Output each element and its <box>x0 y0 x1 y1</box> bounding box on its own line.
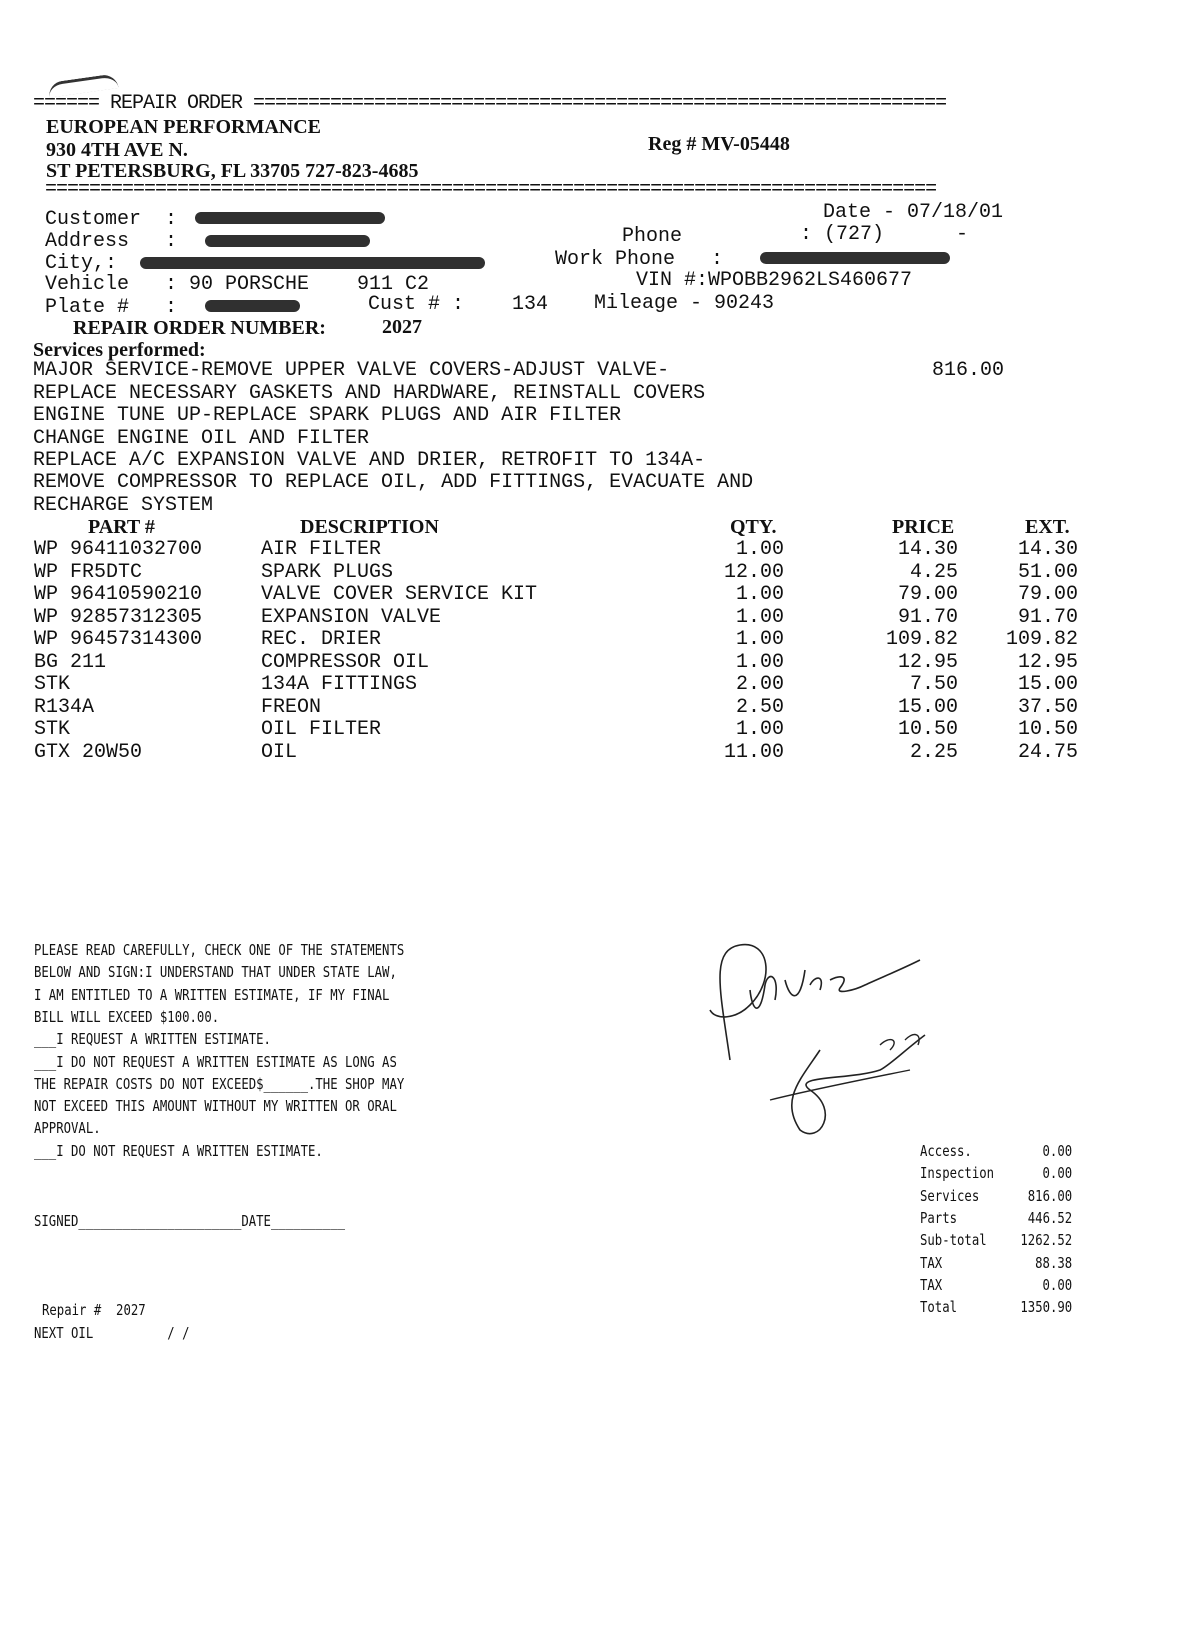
address-label: Address : <box>45 230 178 253</box>
cell-ext: 24.75 <box>1017 740 1078 764</box>
cell-part-number: STK <box>34 673 71 696</box>
service-line: CHANGE ENGINE OIL AND FILTER <box>33 427 370 450</box>
cell-part-number: WP 96457314300 <box>34 628 203 651</box>
cell-price: 4.25 <box>909 560 958 584</box>
cell-price: 2.25 <box>909 740 958 764</box>
table-row <box>34 718 1134 741</box>
signature-line: SIGNED______________________DATE__________ <box>34 1212 346 1230</box>
table-row <box>34 583 1134 606</box>
cell-ext: 12.95 <box>1017 650 1078 674</box>
cell-price: 109.82 <box>885 628 958 651</box>
total-label: Inspection <box>920 1164 995 1183</box>
disclaimer-line: APPROVAL. <box>34 1119 101 1138</box>
cell-part-number: WP 96410590210 <box>34 583 203 606</box>
redacted-plate <box>205 300 300 312</box>
redacted-address <box>205 235 370 247</box>
cell-description: OIL FILTER <box>261 718 382 741</box>
disclaimer-line: PLEASE READ CAREFULLY, CHECK ONE OF THE STATEMENTS <box>34 941 405 959</box>
total-value: 1262.52 <box>1020 1231 1072 1250</box>
cell-part-number: WP 96411032700 <box>34 538 203 561</box>
cell-qty: 1.00 <box>735 605 784 629</box>
cell-qty: 1.00 <box>735 628 784 651</box>
cell-qty: 12.00 <box>723 560 784 584</box>
disclaimer-line: BELOW AND SIGN:I UNDERSTAND THAT UNDER STATE LAW, <box>34 963 397 982</box>
cell-ext: 51.00 <box>1017 560 1078 584</box>
shop-address: 930 4TH AVE N. <box>46 139 188 161</box>
col-header-qty: QTY. <box>730 516 777 538</box>
total-value: 1350.90 <box>1020 1298 1072 1317</box>
cell-part-number: R134A <box>34 695 95 719</box>
table-row <box>34 628 1134 651</box>
header-divider: ================================================================================= <box>45 178 937 201</box>
cell-ext: 15.00 <box>1017 673 1078 696</box>
total-label: Parts <box>920 1208 958 1227</box>
cell-description: FREON <box>261 695 322 719</box>
cell-part-number: WP 92857312305 <box>34 605 203 629</box>
plate-label: Plate # : <box>45 296 178 319</box>
phone-label: Phone <box>622 225 683 248</box>
cell-price: 7.50 <box>909 673 958 696</box>
cell-price: 15.00 <box>897 695 958 719</box>
cell-price: 14.30 <box>897 538 958 561</box>
handwritten-signature <box>690 930 950 1150</box>
shop-city: ST PETERSBURG, FL 33705 727-823-4685 <box>46 160 419 182</box>
total-label: TAX <box>920 1275 943 1294</box>
service-line: REMOVE COMPRESSOR TO REPLACE OIL, ADD FITTINGS, EVACUATE AND <box>33 471 754 494</box>
cell-ext: 109.82 <box>1005 628 1078 651</box>
cell-price: 79.00 <box>897 583 958 606</box>
cell-description: REC. DRIER <box>261 628 382 651</box>
total-label: Sub-total <box>920 1231 987 1250</box>
cell-ext: 91.70 <box>1017 605 1078 629</box>
mileage: Mileage - 90243 <box>594 292 775 315</box>
total-label: Total <box>920 1298 958 1317</box>
next-oil: NEXT OIL / / <box>34 1324 190 1342</box>
cell-description: 134A FITTINGS <box>261 673 418 696</box>
cell-description: EXPANSION VALVE <box>261 605 442 629</box>
total-value: 0.00 <box>1042 1164 1072 1183</box>
reg-number: Reg # MV-05448 <box>648 133 790 155</box>
cell-price: 12.95 <box>897 650 958 674</box>
repair-number-footer: Repair # 2027 <box>42 1301 146 1319</box>
total-value: 88.38 <box>1034 1253 1072 1272</box>
cell-description: VALVE COVER SERVICE KIT <box>261 583 538 606</box>
redacted-city <box>140 257 485 269</box>
table-row <box>34 741 1134 764</box>
col-header-price: PRICE <box>892 516 955 538</box>
date: Date - 07/18/01 <box>823 201 1004 224</box>
cell-ext: 14.30 <box>1017 538 1078 561</box>
cell-description: COMPRESSOR OIL <box>261 650 430 674</box>
services-heading: Services performed: <box>33 339 206 361</box>
table-row <box>34 673 1134 696</box>
customer-label: Customer : <box>45 208 178 231</box>
disclaimer-line: BILL WILL EXCEED $100.00. <box>34 1007 220 1026</box>
col-header-ext: EXT. <box>1025 516 1070 538</box>
vin: VIN #:WPOBB2962LS460677 <box>636 269 913 292</box>
total-label: Access. <box>920 1142 972 1160</box>
cust-number: Cust # : 134 <box>368 293 549 316</box>
table-row <box>34 651 1134 674</box>
repair-order-number: 2027 <box>382 316 422 338</box>
shop-name: EUROPEAN PERFORMANCE <box>46 116 321 138</box>
work-phone-label: Work Phone : <box>555 248 724 271</box>
disclaimer-line: THE REPAIR COSTS DO NOT EXCEED$______.THE SHOP MAY <box>34 1074 405 1093</box>
table-row <box>34 606 1134 629</box>
col-header-part: PART # <box>88 516 155 538</box>
col-header-description: DESCRIPTION <box>300 516 439 538</box>
cell-part-number: STK <box>34 718 71 741</box>
service-line: REPLACE A/C EXPANSION VALVE AND DRIER, RETROFIT TO 134A- <box>33 449 706 472</box>
cell-description: OIL <box>261 740 298 764</box>
service-line: RECHARGE SYSTEM <box>33 494 214 517</box>
cell-qty: 2.50 <box>735 695 784 719</box>
cell-part-number: BG 211 <box>34 650 107 674</box>
redacted-work-phone <box>760 252 950 264</box>
service-line: MAJOR SERVICE-REMOVE UPPER VALVE COVERS-ADJUST VALVE- <box>33 359 670 382</box>
cell-qty: 1.00 <box>735 650 784 674</box>
table-row <box>34 561 1134 584</box>
total-value: 446.52 <box>1027 1208 1072 1227</box>
cell-price: 10.50 <box>897 718 958 741</box>
disclaimer-line: ___I DO NOT REQUEST A WRITTEN ESTIMATE AS LONG AS <box>34 1052 397 1071</box>
total-label: Services <box>920 1186 980 1205</box>
table-row <box>34 696 1134 719</box>
redacted-customer-name <box>195 212 385 224</box>
cell-price: 91.70 <box>897 605 958 629</box>
cell-qty: 1.00 <box>735 583 784 606</box>
cell-qty: 1.00 <box>735 718 784 741</box>
disclaimer-line: NOT EXCEED THIS AMOUNT WITHOUT MY WRITTEN OR ORAL <box>34 1097 397 1116</box>
disclaimer-line: ___I DO NOT REQUEST A WRITTEN ESTIMATE. <box>34 1141 323 1160</box>
cell-qty: 1.00 <box>735 538 784 561</box>
total-label: TAX <box>920 1253 943 1272</box>
title-rule: ====== REPAIR ORDER =============================================================== <box>33 92 947 115</box>
cell-description: AIR FILTER <box>261 538 382 561</box>
repair-order-number-label: REPAIR ORDER NUMBER: <box>73 317 326 339</box>
total-value: 816.00 <box>1027 1186 1072 1205</box>
service-line: ENGINE TUNE UP-REPLACE SPARK PLUGS AND AIR FILTER <box>33 404 622 427</box>
cell-description: SPARK PLUGS <box>261 560 394 584</box>
cell-part-number: WP FR5DTC <box>34 560 143 584</box>
city-label: City,: <box>45 252 118 275</box>
cell-qty: 11.00 <box>723 740 784 764</box>
phone-value: : (727) - <box>800 223 969 246</box>
total-value: 0.00 <box>1042 1275 1072 1294</box>
disclaimer-line: I AM ENTITLED TO A WRITTEN ESTIMATE, IF MY FINAL <box>34 985 390 1004</box>
cell-ext: 37.50 <box>1017 695 1078 719</box>
services-amount: 816.00 <box>932 359 1005 382</box>
cell-ext: 10.50 <box>1017 718 1078 741</box>
cell-ext: 79.00 <box>1017 583 1078 606</box>
service-line: REPLACE NECESSARY GASKETS AND HARDWARE, REINSTALL COVERS <box>33 382 706 405</box>
cell-qty: 2.00 <box>735 673 784 696</box>
cell-part-number: GTX 20W50 <box>34 740 143 764</box>
total-value: 0.00 <box>1042 1142 1072 1160</box>
vehicle-info: Vehicle : 90 PORSCHE 911 C2 <box>45 273 430 296</box>
disclaimer-line: ___I REQUEST A WRITTEN ESTIMATE. <box>34 1030 271 1049</box>
table-row <box>34 538 1134 561</box>
